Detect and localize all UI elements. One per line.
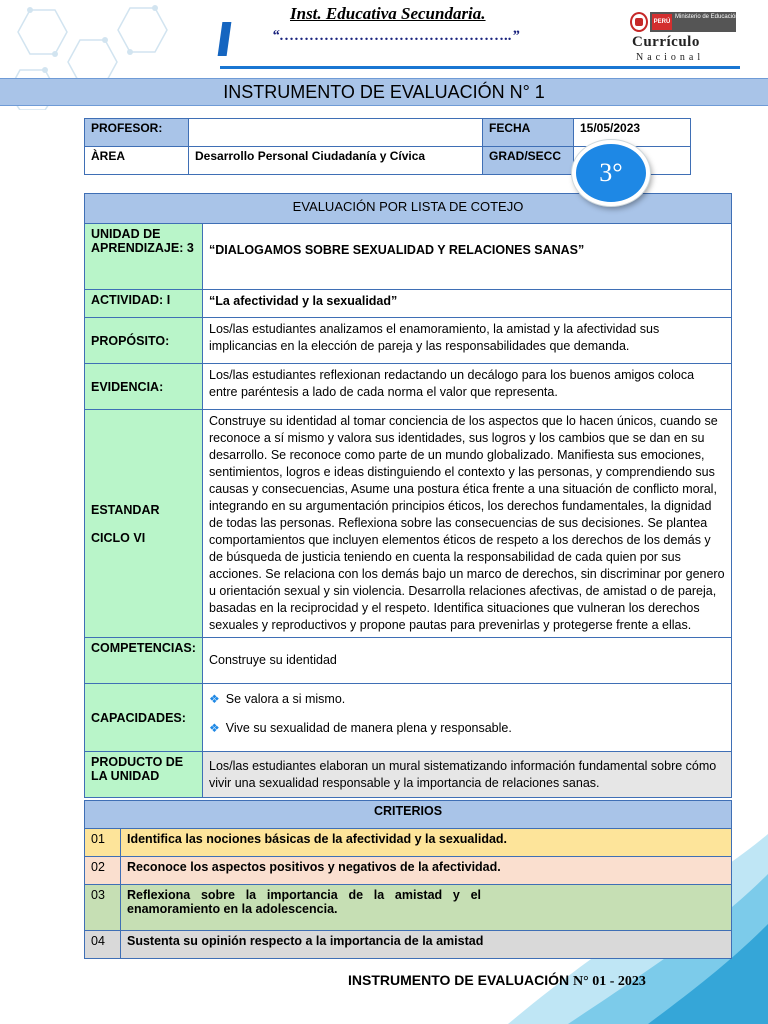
- header-accent-mark: [218, 22, 232, 56]
- producto-label: PRODUCTO DE LA UNIDAD: [85, 752, 203, 798]
- fecha-value: 15/05/2023: [574, 119, 691, 147]
- area-label: ÀREA: [85, 147, 189, 175]
- unidad-label: UNIDAD DE APRENDIZAJE: 3: [85, 224, 203, 290]
- criterio-row: [85, 829, 732, 857]
- proposito-label: PROPÓSITO:: [85, 318, 203, 364]
- area-value: Desarrollo Personal Ciudadanía y Cívica: [189, 147, 483, 175]
- peru-shield-icon: [630, 12, 648, 32]
- capacidades-list: [203, 684, 732, 752]
- evaluation-header: EVALUACIÓN POR LISTA DE COTEJO: [85, 194, 732, 224]
- criterio-number: 04: [85, 931, 121, 959]
- evaluation-table: [84, 193, 732, 798]
- logo-brand-line2: Nacional: [636, 52, 705, 63]
- footer-label: [348, 972, 646, 990]
- evidencia-label: EVIDENCIA:: [85, 364, 203, 410]
- grad-label: GRAD/SECC: [483, 147, 574, 175]
- curriculo-nacional-logo: [630, 10, 740, 65]
- criterio-number: 02: [85, 857, 121, 885]
- logo-country: PERÚ: [652, 14, 672, 30]
- estandar-label-cell: [85, 410, 203, 638]
- producto-value: Los/las estudiantes elaboran un mural sistematizando información fundamental sobre cómo vivir una sexualidad responsable y la importancia de relaciones sanas.: [203, 752, 732, 798]
- page-title: INSTRUMENTO DE EVALUACIÓN N° 1: [0, 78, 768, 106]
- diamond-bullet-icon: ❖: [209, 721, 220, 735]
- grade-badge: 3°: [572, 140, 650, 206]
- criterio-row: [85, 885, 732, 931]
- competencias-label: COMPETENCIAS:: [85, 638, 203, 684]
- criterio-text: Reflexiona sobre la importancia de la amistad y el enamoramiento en la adolescencia.: [121, 885, 732, 931]
- criterio-text: Sustenta su opinión respecto a la importancia de la amistad: [121, 931, 732, 959]
- school-name: Inst. Educativa Secundaria.: [290, 4, 486, 23]
- criterio-number: 03: [85, 885, 121, 931]
- proposito-value: Los/las estudiantes analizamos el enamoramiento, la amistad y la afectividad sus implicancias en la elección de pareja y las responsabilidades que demanda.: [203, 318, 732, 364]
- estandar-value: Construye su identidad al tomar conciencia de los aspectos que lo hacen únicos, cuando se reconoce a sí mismo y valora sus identidades, sus logros y los cambios que se dan en su desarrollo. Se reconoce como parte de un mundo globalizado. Manifiesta sus emociones, sentimientos, logros e ideas distinguiendo el contexto y las personas, y comprendiendo sus causas y consecuencias, Asume una postura ética frente a una situación de conflicto moral, integrando en su argumentación principios éticos, los derechos fundamentales, la dignidad de todas las personas. Reflexiona sobre las consecuencias de sus decisiones. Se plantea comportamientos que incluyen elementos éticos de respeto a los derechos de los demás y de búsqueda de justicia teniendo en cuenta la responsabilidad de cada quien por sus acciones. Se relaciona con los demás bajo un marco de derechos, sin discriminar por genero u orientación sexual y sin violencia. Desarrolla relaciones afectivas, de amistad o de pareja, basadas en la reciprocidad y el respeto. Identifica situaciones que vulneran los derechos sexuales y reproductivos y propone pautas para prevenirlas y protegerse frente a ellas.: [203, 410, 732, 638]
- criterio-row: [85, 857, 732, 885]
- capacidad-item: ❖ Vive su sexualidad de manera plena y responsable.: [209, 721, 512, 735]
- ciclo-label: CICLO VI: [91, 530, 146, 545]
- school-name-placeholder: “………………………………………..”: [272, 28, 520, 44]
- capacidades-label: CAPACIDADES:: [85, 684, 203, 752]
- actividad-value: “La afectividad y la sexualidad”: [203, 290, 732, 318]
- fecha-label: FECHA: [483, 119, 574, 147]
- criterio-row: [85, 931, 732, 959]
- footer-text: INSTRUMENTO DE EVALUACIÓN: [348, 972, 570, 988]
- criterio-text: Reconoce los aspectos positivos y negativos de la afectividad.: [121, 857, 732, 885]
- estandar-label: ESTANDAR: [91, 502, 160, 517]
- criterios-header: CRITERIOS: [85, 801, 732, 829]
- logo-ministry: Ministerio de Educación: [675, 14, 739, 20]
- criterio-text: Identifica las nociones básicas de la afectividad y la sexualidad.: [121, 829, 732, 857]
- footer-number: N° 01 - 2023: [573, 974, 646, 989]
- header-divider: [220, 66, 740, 69]
- evidencia-value: Los/las estudiantes reflexionan redactando un decálogo para los buenos amigos coloca entre paréntesis a lado de cada norma el valor que representa.: [203, 364, 732, 410]
- unidad-value: “DIALOGAMOS SOBRE SEXUALIDAD Y RELACIONES SANAS”: [203, 224, 732, 290]
- criterio-number: 01: [85, 829, 121, 857]
- actividad-label: ACTIVIDAD: I: [85, 290, 203, 318]
- logo-brand-line1: Currículo: [632, 34, 700, 50]
- criterios-table: [84, 800, 732, 959]
- competencias-value: Construye su identidad: [203, 638, 732, 684]
- capacidad-item: ❖ Se valora a si mismo.: [209, 692, 346, 706]
- profesor-value: [189, 119, 483, 147]
- profesor-label: PROFESOR:: [85, 119, 189, 147]
- diamond-bullet-icon: ❖: [209, 692, 220, 706]
